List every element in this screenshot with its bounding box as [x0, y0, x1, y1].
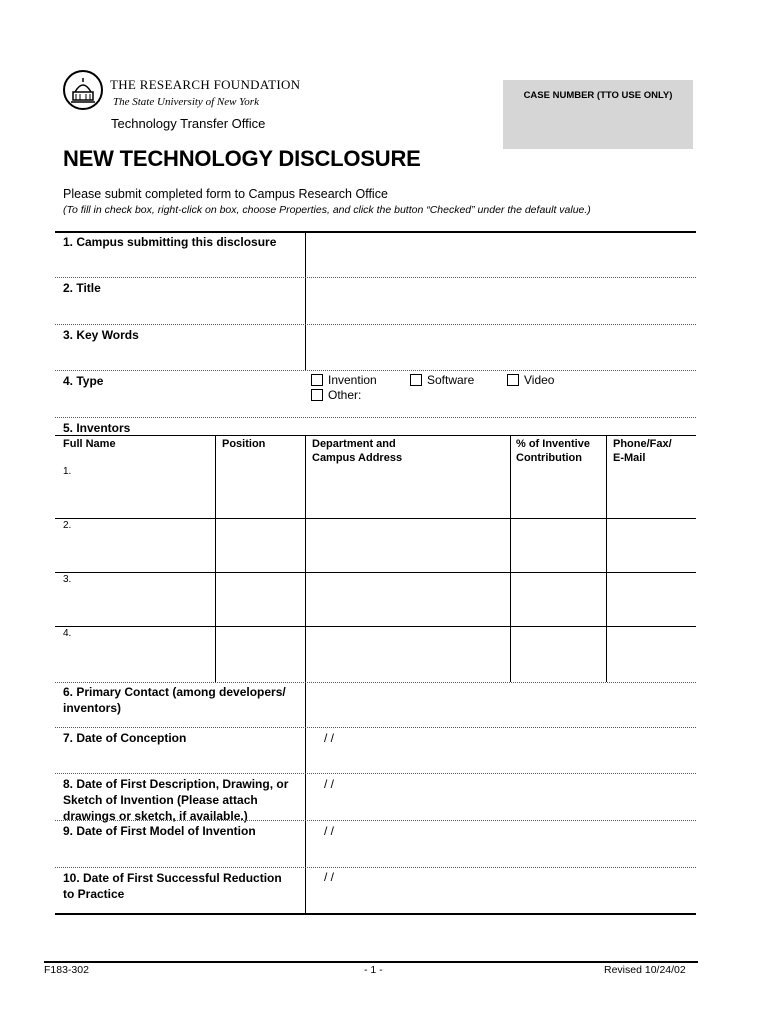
campus-field[interactable]: [306, 232, 696, 277]
q10-line-1: 10. Date of First Successful Reduction: [63, 871, 282, 885]
q10-reduction-label: [63, 870, 282, 902]
type-invention-option[interactable]: [311, 373, 377, 387]
inventor-row-divider: [55, 518, 696, 519]
column-divider: [215, 436, 216, 682]
q3-keywords-label: 3. Key Words: [63, 328, 139, 342]
col-phone-line-1: Phone/Fax/: [613, 438, 672, 450]
inventor-row-divider: [55, 572, 696, 573]
reduction-date-field[interactable]: / /: [324, 870, 335, 884]
col-contribution-line-2: Contribution: [516, 452, 582, 464]
row-divider: [55, 820, 696, 821]
video-label: Video: [524, 373, 555, 387]
inventors-header-divider: [55, 435, 696, 436]
office-name: Technology Transfer Office: [111, 116, 266, 131]
inventor-row-number: 3.: [63, 574, 72, 585]
invention-checkbox[interactable]: [311, 374, 323, 386]
col-phone: [613, 437, 672, 465]
q9-first-model-label: 9. Date of First Model of Invention: [63, 824, 256, 838]
other-checkbox[interactable]: [311, 389, 323, 401]
col-department: [312, 437, 402, 465]
inventor-row-number: 4.: [63, 628, 72, 639]
software-label: Software: [427, 373, 475, 387]
inventor-row-number: 2.: [63, 520, 72, 531]
research-foundation-logo: [63, 70, 103, 110]
q8-line-3: drawings or sketch, if available.): [63, 809, 248, 823]
row-divider: [55, 727, 696, 728]
col-contribution: [516, 437, 590, 465]
conception-date-field[interactable]: / /: [324, 731, 335, 745]
type-software-option[interactable]: [410, 373, 474, 387]
table-bottom-border: [55, 913, 696, 915]
q6-line-1: 6. Primary Contact (among developers/: [63, 685, 286, 699]
q5-inventors-label: 5. Inventors: [63, 421, 131, 435]
col-full-name: Full Name: [63, 438, 116, 450]
org-name: THE RESEARCH FOUNDATION: [110, 77, 301, 92]
row-divider: [55, 773, 696, 774]
row-divider: [55, 417, 696, 418]
q8-line-1: 8. Date of First Description, Drawing, or: [63, 777, 289, 791]
q4-type-label: 4. Type: [63, 374, 104, 388]
q6-line-2: inventors): [63, 701, 122, 715]
other-label: Other:: [328, 388, 362, 402]
q7-conception-label: 7. Date of Conception: [63, 731, 187, 745]
inventor-row-number: 1.: [63, 466, 72, 477]
col-phone-line-2: E-Mail: [613, 452, 646, 464]
page-title: NEW TECHNOLOGY DISCLOSURE: [63, 146, 421, 171]
type-video-option[interactable]: [507, 373, 554, 387]
col-position: Position: [222, 438, 266, 450]
footer-rule: [44, 961, 698, 963]
title-field[interactable]: [306, 278, 696, 324]
q8-line-2: Sketch of Invention (Please attach: [63, 793, 258, 807]
video-checkbox[interactable]: [507, 374, 519, 386]
col-department-line-2: Campus Address: [312, 452, 403, 464]
form-id: F183-302: [44, 964, 89, 976]
invention-label: Invention: [328, 373, 377, 387]
q6-primary-contact-label: [63, 684, 286, 716]
first-description-date-field[interactable]: / /: [324, 777, 335, 791]
org-subtitle: The State University of New York: [113, 96, 259, 108]
column-divider: [606, 436, 607, 682]
instructions-line-1: Please submit completed form to Campus Research Office: [63, 187, 388, 201]
revised-date: Revised 10/24/02: [604, 964, 686, 976]
column-divider: [305, 436, 306, 682]
q1-campus-label: 1. Campus submitting this disclosure: [63, 235, 277, 249]
q10-line-2: to Practice: [63, 887, 125, 901]
col-contribution-line-1: % of Inventive: [516, 438, 590, 450]
column-divider: [510, 436, 511, 682]
q8-first-description-label: [63, 776, 288, 824]
row-divider: [55, 370, 696, 371]
case-number-label: CASE NUMBER (TTO USE ONLY): [523, 90, 673, 101]
software-checkbox[interactable]: [410, 374, 422, 386]
column-divider: [305, 683, 306, 913]
keywords-field[interactable]: [306, 325, 696, 370]
row-divider: [55, 682, 696, 683]
dome-building-icon: [65, 72, 101, 108]
first-model-date-field[interactable]: / /: [324, 824, 335, 838]
col-department-line-1: Department and: [312, 438, 396, 450]
page-number: - 1 -: [364, 964, 383, 976]
q2-title-label: 2. Title: [63, 281, 101, 295]
inventor-row-divider: [55, 626, 696, 627]
row-divider: [55, 867, 696, 868]
type-other-option[interactable]: [311, 388, 361, 402]
instructions-line-2: (To fill in check box, right-click on box, choose Properties, and click the button “Checked” under the default value.): [63, 204, 591, 216]
